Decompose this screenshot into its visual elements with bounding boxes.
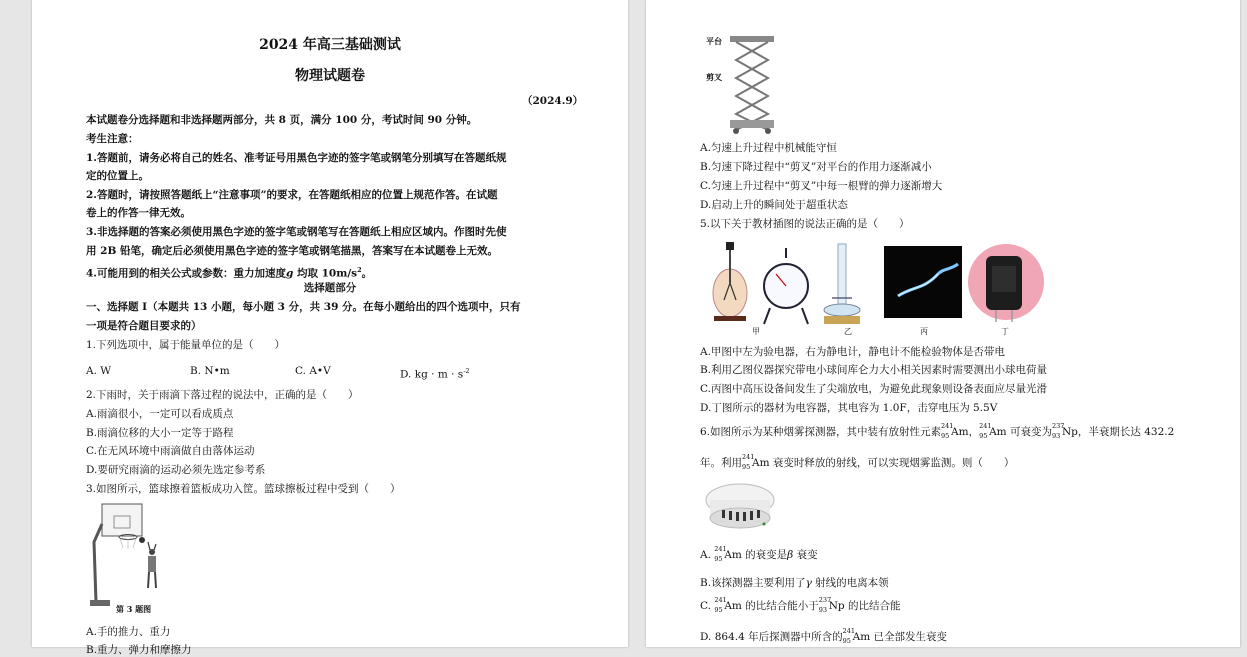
- q6-a-pre: A.: [700, 549, 711, 561]
- notice-3a: 3.非选择题的答案必须使用黑色字迹的签字笔或钢笔写在答题纸上相应区域内。作图时先使: [86, 226, 507, 238]
- nuclide-am: [842, 627, 856, 645]
- am-z: 95: [979, 432, 988, 440]
- q5-option-d: D.丁图所示的器材为电容器，其电容为 1.0F，击穿电压为 5.5V: [700, 402, 998, 414]
- q1-option-d-sup: -2: [463, 367, 470, 375]
- am-mass: 241: [742, 453, 755, 461]
- question-6-line1: [700, 422, 1175, 440]
- q4-option-b: B.匀速下降过程中“剪叉”对平台的作用力逐渐减小: [700, 161, 932, 173]
- nuclide-np: [818, 596, 832, 614]
- q2-option-b: B.雨滴位移的大小一定等于路程: [86, 427, 234, 439]
- basketball-figure: [88, 502, 172, 612]
- q6-c-end: Np 的比结合能: [828, 600, 901, 612]
- nuclide-am: [941, 422, 954, 440]
- section-heading: 选择题部分: [303, 282, 357, 294]
- nuclide-am: [714, 596, 727, 614]
- q6-d-end: Am 已全部发生衰变: [852, 631, 948, 643]
- notice-title: 考生注意：: [86, 133, 139, 145]
- electrometer-icon: [764, 248, 808, 324]
- q6-d-pre: D. 864.4 年后探测器中所含的: [700, 631, 843, 643]
- notice-4: [86, 263, 372, 281]
- q6-option-d: [700, 627, 948, 645]
- q6-a-end: 衰变: [793, 549, 818, 561]
- nuclide-am: [714, 545, 727, 563]
- np-mass: 237: [1051, 422, 1065, 430]
- fig5-label-ding: 丁: [1001, 327, 1009, 336]
- am-z: 95: [941, 432, 950, 440]
- torsion-balance-icon: [824, 244, 860, 324]
- q4-option-a: A.匀速上升过程中机械能守恒: [700, 142, 837, 154]
- notice-2a: 2.答题时，请按照答题纸上“注意事项”的要求，在答题纸相应的位置上规范作答。在试题: [86, 189, 498, 201]
- nuclide-np: [1051, 422, 1065, 440]
- q2-option-c: C.在无风环境中雨滴做自由落体运动: [86, 445, 255, 457]
- fig5-label-yi: 乙: [844, 327, 852, 336]
- q1-option-c: C. A•V: [295, 365, 331, 377]
- fig5-label-jia: 甲: [752, 327, 760, 336]
- q6-l1-text-c: Am 可衰变为: [989, 426, 1052, 438]
- scissor-lift-figure: [700, 32, 780, 136]
- q5-option-b: B.利用乙图仪器探究带电小球间库仑力大小相关因素时需要测出小球电荷量: [700, 364, 1048, 376]
- spark-discharge-icon: [884, 246, 962, 318]
- q6-l1-text-a: 6.如图所示为某种烟雾探测器，其中装有放射性元素: [700, 426, 942, 438]
- gravity-variable: g: [285, 267, 294, 280]
- exam-title: 2024 年高三基础测试: [259, 37, 401, 53]
- notice-4-text: 4.可能用到的相关公式或参数：重力加速度: [86, 267, 286, 280]
- fig5-label-bing: 丙: [920, 327, 928, 336]
- question-5: 5.以下关于教材插图的说法正确的是（ ）: [700, 218, 910, 230]
- q3-caption: 第 3 题图: [116, 604, 152, 614]
- q6-l1-text-d: Np，半衰期长达 432.2: [1061, 426, 1175, 438]
- question-1: 1.下列选项中，属于能量单位的是（ ）: [86, 339, 286, 351]
- q1-option-a: A. W: [86, 365, 112, 377]
- np-z: 93: [818, 606, 828, 614]
- exam-subtitle: 物理试题卷: [295, 68, 365, 84]
- notice-1a: 1.答题前，请务必将自己的姓名、准考证号用黑色字迹的签字笔或钢笔分别填写在答题纸规: [86, 152, 507, 164]
- np-z: 93: [1051, 432, 1061, 440]
- q6-option-b: [700, 576, 889, 590]
- part1-heading-b: 一项是符合题目要求的）: [86, 320, 202, 332]
- am-z: 95: [714, 555, 723, 563]
- q6-a-post: Am 的衰变是: [724, 549, 788, 561]
- exam-date: （2024.9）: [522, 95, 584, 107]
- label-platform: 平台: [706, 36, 722, 46]
- np-mass: 237: [818, 596, 832, 604]
- beta-symbol: β: [787, 549, 794, 561]
- q5-figures: [708, 238, 1046, 328]
- am-z: 95: [714, 606, 723, 614]
- am-z: 95: [842, 637, 851, 645]
- nuclide-am: [979, 422, 992, 440]
- q6-c-pre: C.: [700, 600, 711, 612]
- nuclide-am: [742, 453, 755, 471]
- q6-b-end: 射线的电离本领: [811, 577, 889, 589]
- am-mass: 241: [714, 545, 727, 553]
- q1-option-b: B. N•m: [190, 365, 230, 377]
- label-scissor: 剪叉: [706, 72, 722, 82]
- question-2: 2.下雨时，关于雨滴下落过程的说法中，正确的是（ ）: [86, 389, 359, 401]
- q6-option-c: [700, 596, 901, 614]
- q4-option-c: C.匀速上升过程中“剪叉”中每一根臂的弹力逐渐增大: [700, 180, 943, 192]
- q6-c-mid: Am 的比结合能小于: [724, 600, 819, 612]
- gamma-symbol: γ: [805, 577, 812, 589]
- electroscope-icon: [713, 242, 747, 321]
- q6-b-pre: B.该探测器主要利用了: [700, 577, 806, 589]
- q4-option-d: D.启动上升的瞬间处于超重状态: [700, 199, 848, 211]
- notice-4-end: 。: [361, 267, 373, 280]
- q6-l2-text-a: 年。利用: [700, 457, 742, 469]
- q1-option-d: [400, 364, 470, 382]
- intro-text: 本试题卷分选择题和非选择题两部分，共 8 页，满分 100 分，考试时间 90 分钟。: [86, 114, 478, 126]
- page-left: [32, 0, 628, 656]
- page-right: [646, 0, 1240, 647]
- q6-l2-text-b: Am 衰变时释放的射线，可以实现烟雾监测。则（ ）: [752, 457, 1015, 469]
- notice-4-sup: 2: [357, 266, 362, 274]
- notice-2b: 卷上的作答一律无效。: [86, 207, 191, 219]
- q1-option-d-text: D. kg · m · s: [400, 368, 464, 381]
- q6-option-a: [700, 545, 818, 563]
- am-z: 95: [742, 463, 751, 471]
- q3-option-a: A.手的推力、重力: [86, 626, 171, 638]
- notice-4-tail: 均取 10m/s: [293, 267, 358, 280]
- question-6-line2: [700, 453, 1015, 471]
- question-3: 3.如图所示，篮球擦着篮板成功入筐。篮球擦板过程中受到（ ）: [86, 483, 401, 495]
- am-mass: 241: [842, 627, 856, 635]
- am-mass: 241: [714, 596, 727, 604]
- notice-1b: 定的位置上。: [86, 170, 149, 182]
- q2-option-a: A.雨滴很小，一定可以看成质点: [86, 408, 234, 420]
- capacitor-icon: [968, 244, 1044, 322]
- am-mass: 241: [941, 422, 954, 430]
- q6-l1-text-b: Am，: [951, 426, 980, 438]
- q5-option-c: C.丙图中高压设备间发生了尖端放电，为避免此现象则设备表面应尽量光滑: [700, 383, 1047, 395]
- q3-option-b: B.重力、弹力和摩擦力: [86, 644, 192, 656]
- am-mass: 241: [979, 422, 992, 430]
- smoke-detector-figure: [702, 478, 778, 538]
- part1-heading-a: 一、选择题 I（本题共 13 小题，每小题 3 分，共 39 分。在每小题给出的四个选项中，只有: [86, 301, 521, 313]
- notice-3b: 用 2B 铅笔，确定后必须使用黑色字迹的签字笔或钢笔描黑，答案写在本试题卷上无效。: [86, 245, 498, 257]
- q5-option-a: A.甲图中左为验电器，右为静电计，静电计不能检验物体是否带电: [700, 346, 1005, 358]
- q2-option-d: D.要研究雨滴的运动必须先选定参考系: [86, 464, 266, 476]
